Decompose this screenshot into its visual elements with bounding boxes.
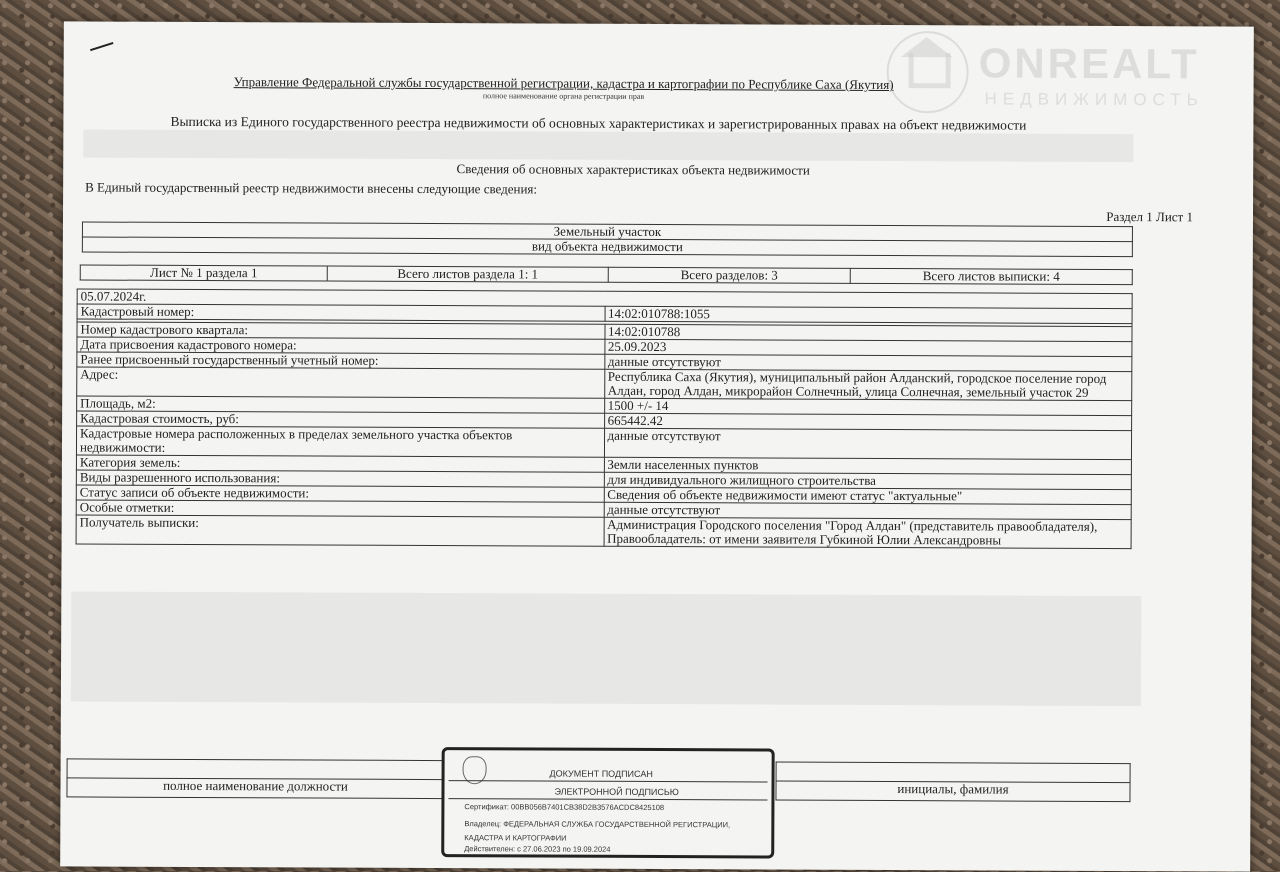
watermark-subtitle: НЕДВИЖИМОСТЬ	[984, 89, 1204, 110]
total-sheets-extract: Всего листов выписки: 4	[850, 268, 1132, 284]
intro-text: В Единый государственный реестр недвижимости внесены следующие сведения:	[85, 179, 538, 197]
pen-mark	[90, 42, 113, 51]
authority-caption: полное наименование органа регистрации прав	[482, 91, 645, 101]
property-value: 14:02:010788	[604, 324, 1132, 341]
property-value: Республика Саха (Якутия), муниципальный район Алданский, городское поселение город Алдан, город Алдан, микрорайон Солнечный, улица Солнечная, земельный участок 29	[604, 369, 1132, 400]
initials-caption: инициалы, фамилия	[776, 781, 1130, 802]
sheet-number: Лист № 1 раздела 1	[80, 265, 327, 281]
cadastral-number-label: Кадастровый номер:	[77, 304, 605, 321]
property-label: Дата присвоения кадастрового номера:	[77, 337, 605, 354]
property-label: Кадастровые номера расположенных в пределах земельного участка объектов недвижимости:	[76, 426, 604, 457]
object-type: Земельный участок	[82, 222, 1132, 242]
property-value: данные отсутствуют	[604, 354, 1132, 371]
property-label: Кадастровая стоимость, руб:	[77, 411, 605, 428]
stamp-owner: Владелец: ФЕДЕРАЛЬНАЯ СЛУЖБА ГОСУДАРСТВЕННОЙ РЕГИСТРАЦИИ, КАДАСТРА И КАРТОГРАФИИ	[464, 819, 731, 843]
stamp-line-2: ЭЛЕКТРОННОЙ ПОДПИСЬЮ	[554, 786, 679, 798]
table-row	[76, 515, 1131, 549]
property-label: Ранее присвоенный государственный учетный номер:	[77, 352, 605, 369]
property-label: Получатель выписки:	[76, 515, 604, 546]
object-type-caption: вид объекта недвижимости	[82, 237, 1132, 257]
stamp-certificate: Сертификат: 00BB056B7401CB38D2B3576ACDC8425108	[464, 802, 665, 813]
properties-table	[76, 288, 1133, 549]
total-sheets-section: Всего листов раздела 1: 1	[327, 266, 608, 282]
property-value: данные отсутствуют	[604, 502, 1132, 519]
property-value: Сведения об объекте недвижимости имеют статус "актуальные"	[604, 487, 1132, 504]
property-label: Адрес:	[77, 367, 605, 398]
stamp-line-1: ДОКУМЕНТ ПОДПИСАН	[549, 768, 653, 779]
table-row	[77, 367, 1132, 401]
section-title: Сведения об основных характеристиках объекта недвижимости	[456, 161, 810, 178]
property-value: данные отсутствуют	[604, 428, 1132, 459]
property-value: Земли населенных пунктов	[604, 457, 1132, 474]
property-label: Номер кадастрового квартала:	[77, 322, 605, 339]
table-row	[76, 426, 1131, 460]
bleed-through-shade	[71, 591, 1141, 706]
property-value: 665442.42	[604, 413, 1132, 430]
bleed-through-shade	[83, 129, 1133, 162]
property-label: Особые отметки:	[76, 500, 604, 517]
extract-title: Выписка из Единого государственного реестра недвижимости об основных характеристиках и зарегистрированных правах на объект недвижимости	[170, 113, 1027, 133]
property-label: Статус записи об объекте недвижимости:	[76, 485, 604, 502]
property-value: Администрация Городского поселения "Город Алдан" (представитель правообладателя), Правообладатель: от имени заявителя Губкиной Юлии Александровны	[604, 517, 1132, 548]
position-caption: полное наименование должности	[67, 778, 444, 799]
extract-date: 05.07.2024г.	[77, 289, 1132, 309]
stamp-validity: Действителен: с 27.06.2023 по 19.09.2024	[464, 844, 611, 854]
document-sheet	[60, 21, 1254, 871]
watermark-name: ONREALT	[978, 39, 1200, 88]
object-type-table	[82, 221, 1133, 257]
total-sections: Всего разделов: 3	[608, 267, 850, 283]
property-label: Виды разрешенного использования:	[76, 470, 604, 487]
property-label: Площадь, м2:	[77, 396, 605, 413]
property-value: для индивидуального жилищного строительства	[604, 472, 1132, 489]
stamp-divider	[448, 798, 767, 800]
authority-name: Управление Федеральной службы государственной регистрации, кадастра и картографии по Республике Саха (Якутия)	[233, 74, 894, 93]
stamp-divider	[449, 780, 768, 782]
section-sheet-label: Раздел 1 Лист 1	[1106, 208, 1194, 225]
position-field	[67, 759, 444, 780]
initials-field	[776, 762, 1130, 783]
sheets-table	[80, 264, 1133, 285]
property-value: 1500 +/- 14	[604, 398, 1132, 415]
digital-signature-stamp	[441, 747, 774, 858]
property-value: 25.09.2023	[604, 339, 1132, 356]
property-label: Категория земель:	[76, 455, 604, 472]
cadastral-number-value: 14:02:010788:1055	[605, 306, 1133, 323]
